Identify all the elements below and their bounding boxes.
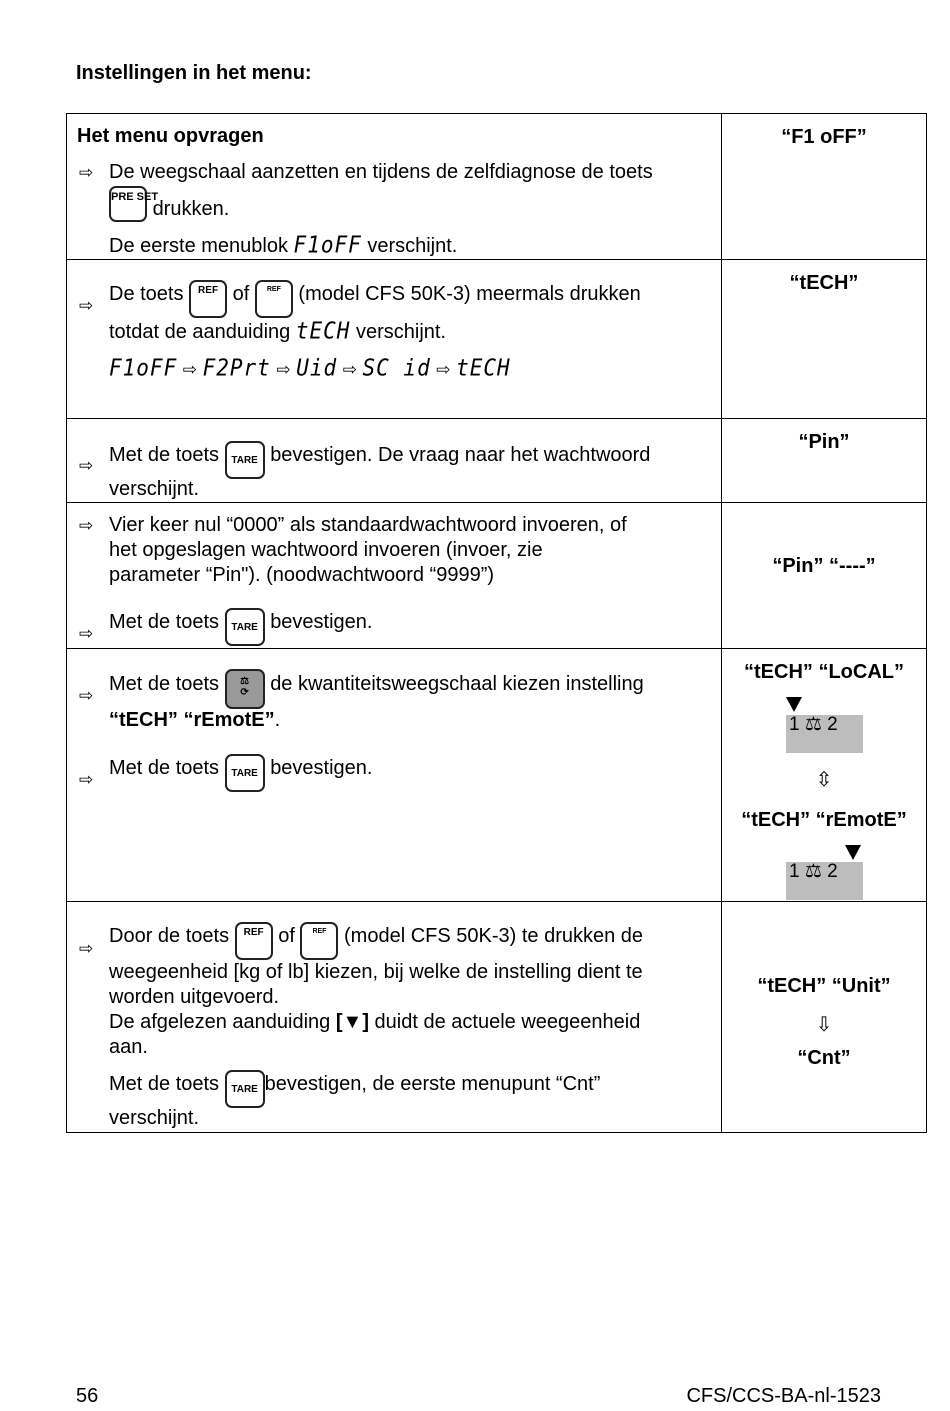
arrow-icon: ⇨: [182, 360, 198, 379]
instruction-text: De weegschaal aanzetten en tijdens de zelfdiagnose de toets: [109, 161, 653, 183]
down-arrow-icon: ⇩: [815, 1014, 833, 1036]
menu-settings-table: [66, 113, 927, 1133]
instruction-line: [109, 186, 229, 222]
display-value: “tECH” “LoCAL”: [744, 661, 904, 683]
instruction-text: Met de toets: [109, 611, 220, 633]
instruction-text: bevestigen.: [270, 611, 373, 633]
scale-indicator: [786, 715, 863, 753]
instruction-cell: [67, 649, 722, 902]
instruction-line: [109, 598, 372, 646]
arrow-icon: ⇨: [79, 516, 94, 535]
instruction-cell: [67, 503, 722, 649]
instruction-text: de kwantiteitsweegschaal kiezen instelling: [270, 673, 644, 695]
lcd-display-text: F1oFF: [109, 354, 178, 382]
section-heading: Instellingen in het menu:: [76, 62, 312, 84]
instruction-text: Met de toets: [109, 1073, 220, 1095]
ref-key-icon: REF: [235, 922, 273, 960]
instruction-text: verschijnt.: [109, 1107, 200, 1129]
instruction-line: [109, 708, 280, 733]
arrow-icon: ⇨: [79, 686, 94, 705]
table-row: [67, 260, 927, 419]
instruction-text: bevestigen, de eerste menupunt “Cnt”: [264, 1073, 601, 1095]
instruction-text: De eerste menublok: [109, 235, 288, 257]
instruction-text: (model CFS 50K-3) meermals drukken: [298, 283, 641, 305]
display-value: “tECH” “rEmotE”: [741, 809, 907, 831]
tare-key-icon: TARE: [225, 608, 265, 646]
instruction-text: of: [278, 925, 295, 947]
instruction-text: het opgeslagen wachtwoord invoeren (invoer, zie: [109, 539, 543, 561]
table-row: [67, 114, 927, 260]
arrow-icon: ⇨: [276, 360, 291, 379]
lcd-display-text: tECH: [456, 354, 511, 382]
instruction-line: [109, 319, 446, 345]
ref-key-icon: REF: [189, 280, 227, 318]
unit-marker-icon: [845, 845, 861, 860]
display-value: “Pin”: [798, 431, 850, 453]
tare-key-icon: TARE: [225, 441, 265, 479]
instruction-text: aan.: [109, 1036, 148, 1058]
instruction-text: verschijnt.: [109, 478, 200, 500]
instruction-cell: [67, 114, 722, 260]
lcd-display-text: Uid: [296, 354, 338, 382]
display-value: “Cnt”: [797, 1047, 851, 1069]
indicator-text: 1 ⚖ 2: [789, 714, 838, 735]
arrow-icon: ⇨: [79, 939, 94, 958]
arrow-icon: ⇨: [79, 624, 94, 643]
table-row: [67, 649, 927, 902]
row-title: Het menu opvragen: [77, 125, 264, 147]
display-cell: [722, 260, 927, 419]
instruction-line: [109, 1060, 600, 1108]
instruction-text: worden uitgevoerd.: [109, 986, 280, 1008]
lcd-display-text: F2Prt: [202, 354, 271, 382]
instruction-text: Door de toets: [109, 925, 230, 947]
instruction-cell: [67, 260, 722, 419]
scale-toggle-key-icon: ⚖ ⟳: [225, 669, 265, 709]
instruction-text: bevestigen. De vraag naar het wachtwoord: [270, 444, 651, 466]
instruction-text: Vier keer nul “0000” als standaardwachtwoord invoeren, of: [109, 514, 627, 536]
instruction-text: De toets: [109, 283, 184, 305]
display-cell: [722, 503, 927, 649]
instruction-text: verschijnt.: [355, 321, 447, 343]
instruction-text: totdat de aanduiding: [109, 321, 291, 343]
instruction-text: parameter “Pin"). (noodwachtwoord “9999”): [109, 564, 495, 586]
arrow-icon: ⇨: [79, 770, 94, 789]
scale-indicator: [786, 862, 863, 900]
tare-key-icon: TARE: [225, 1070, 265, 1108]
instruction-text: .: [274, 709, 281, 731]
display-cell: [722, 902, 927, 1133]
display-value: “Pin” “----”: [772, 555, 876, 577]
instruction-text: verschijnt.: [367, 235, 458, 257]
instruction-text: [▼]: [335, 1011, 369, 1033]
instruction-line: [109, 270, 641, 318]
arrow-icon: ⇨: [79, 163, 94, 182]
instruction-text: (model CFS 50K-3) te drukken de: [344, 925, 644, 947]
display-value: “F1 oFF”: [781, 126, 867, 148]
arrow-icon: ⇨: [79, 456, 94, 475]
display-cell: [722, 419, 927, 503]
preset-key-icon: PRE SET: [109, 186, 147, 222]
table-row: [67, 503, 927, 649]
instruction-text: weegeenheid [kg of lb] kiezen, bij welke de instelling dient te: [109, 961, 643, 983]
ref-print-key-icon: REF: [255, 280, 293, 318]
document-code: CFS/CCS-BA-nl-1523: [686, 1385, 881, 1407]
lcd-display-text: F1oFF: [293, 231, 362, 259]
instruction-line: [109, 431, 650, 479]
lcd-display-text: tECH: [295, 317, 351, 345]
instruction-text: of: [232, 283, 250, 305]
display-value: “tECH” “Unit”: [757, 975, 891, 997]
instruction-text: drukken.: [152, 198, 230, 220]
lcd-display-text: SC id: [362, 354, 431, 382]
instruction-text: De afgelezen aanduiding: [109, 1011, 331, 1033]
instruction-text: Met de toets: [109, 757, 220, 779]
up-down-arrow-icon: ⇳: [815, 769, 833, 791]
instruction-cell: [67, 419, 722, 503]
display-cell: [722, 649, 927, 902]
menu-sequence: [109, 356, 511, 382]
arrow-icon: ⇨: [436, 360, 451, 379]
tare-key-icon: TARE: [225, 754, 265, 792]
instruction-text: bevestigen.: [270, 757, 373, 779]
instruction-text: duidt de actuele weegeenheid: [374, 1011, 641, 1033]
instruction-text: Met de toets: [109, 444, 220, 466]
ref-print-key-icon: REF: [300, 922, 338, 960]
indicator-text: 1 ⚖ 2: [789, 861, 838, 882]
display-cell: [722, 114, 927, 260]
instruction-line: [109, 1010, 640, 1035]
page-number: 56: [76, 1385, 99, 1407]
instruction-line: [109, 744, 372, 792]
unit-marker-icon: [786, 697, 802, 712]
table-row: [67, 902, 927, 1133]
instruction-line: [109, 912, 643, 960]
table-row: [67, 419, 927, 503]
instruction-line: [109, 233, 457, 259]
instruction-line: [109, 659, 644, 709]
arrow-icon: ⇨: [79, 296, 94, 315]
arrow-icon: ⇨: [342, 360, 357, 379]
instruction-cell: [67, 902, 722, 1133]
instruction-text: Met de toets: [109, 673, 220, 695]
display-value: “tECH”: [789, 272, 859, 294]
instruction-text: “tECH” “rEmotE”: [109, 709, 275, 731]
